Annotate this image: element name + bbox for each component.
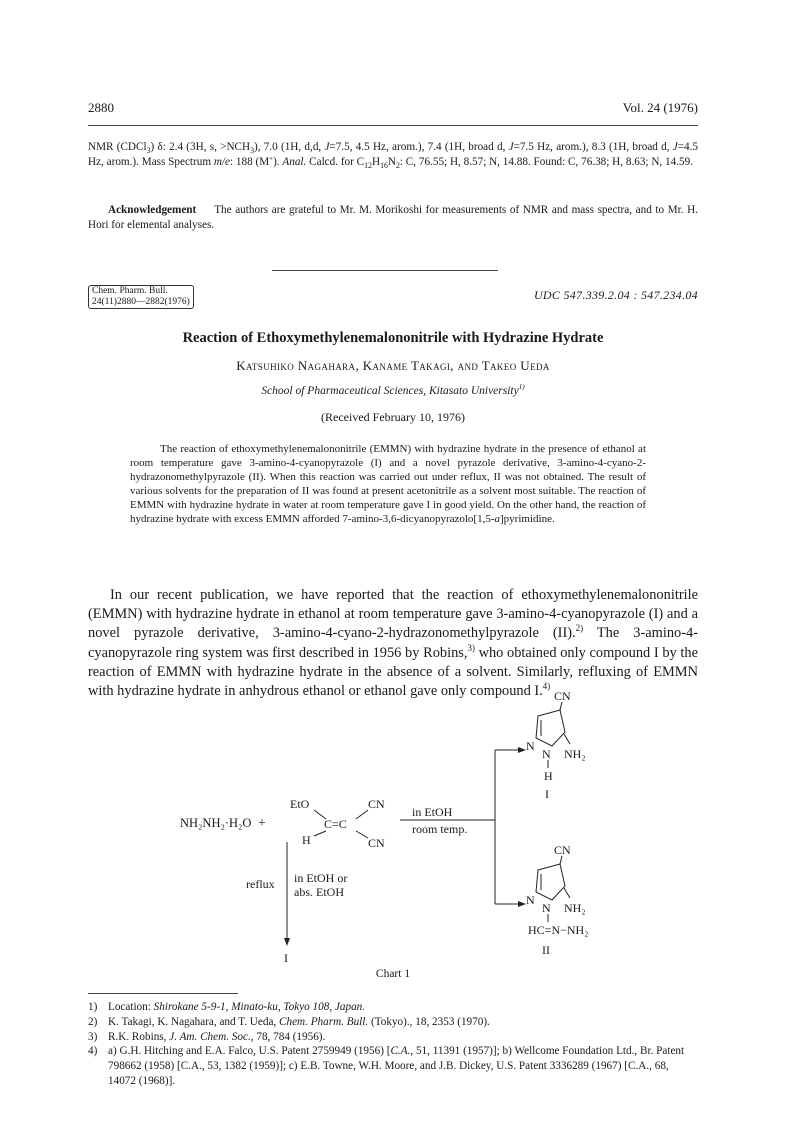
reflux-arrow [246,842,347,965]
svg-text:C=C: C=C [324,817,347,831]
abstract: The reaction of ethoxymethylenemalononitrile (EMMN) with hydrazine hydrate in the presence of ethanol at room temperature gave 3-amino-4-cyanopyrazole (I) and a novel pyrazole derivative, 3-amino-4-cyano-2-hydrazonomethylpyrazole (II). When this reaction was carried out under reflux, II was not obtained. The result of various solvents for the preparation of II was found at present acetonitrile as a solvent most suitable. The reaction of EMMN with hydrazine hydrate in water at room temperature gave I in good yield. On the other hand, the reaction of hydrazine hydrate with excess EMMN afforded 7-amino-3,6-dicyanopyrazolo[1,5-a]pyrimidine. [130,443,646,525]
page-number: 2880 [88,100,114,115]
svg-text:abs. EtOH: abs. EtOH [294,885,344,899]
footnote-rule [88,993,238,994]
svg-text:in EtOH: in EtOH [412,805,453,819]
footnote-3: 3) R.K. Robins, J. Am. Chem. Soc., 78, 784 (1956). [88,1030,326,1043]
footnotes [88,1000,698,1089]
svg-text:EtO: EtO [290,797,310,811]
svg-text:H: H [544,769,553,783]
reaction-scheme [150,689,600,971]
svg-text:NH₂: NH₂ [564,901,586,915]
reagent-hydrazine: NH₂NH₂·H₂O [180,816,252,830]
header-rule [88,125,698,126]
reflux-product-I: I [284,951,288,965]
product-II-structure [526,843,588,957]
svg-text:H: H [302,833,311,847]
svg-text:N: N [542,747,551,761]
chart-caption: Chart 1 [375,968,411,980]
svg-text:NH₂: NH₂ [564,747,586,761]
nmr-paragraph: NMR (CDCl$_3$) δ: 2.4 (3H, s, $>NCH_3$), 7.0 (1H, d,d, J=7.5, 4.5 Hz, arom.), 7.4 (1H, broad d, J=7.5 Hz, arom.), 8.3 (1H, broad d, J=4.5 Hz, arom.). Mass Spectrum m/e: 188 (M+). Anal. Calcd. for $C_{12}H_{16}N_2$: C, 76.55; H, 8.57; N, 14.88. Found: C, 76.38; H, 8.63; N, 14.59. [88,141,699,171]
svg-text:in EtOH or: in EtOH or [294,871,348,885]
affiliation: School of Pharmaceutical Sciences, Kitasato University$^{1)}$ [261,383,525,397]
udc-code: UDC 547.339.2.04 : 547.234.04 [533,288,698,302]
svg-text:N: N [526,893,535,907]
footnote-2: 2) K. Takagi, K. Nagahara, and T. Ueda, Chem. Pharm. Bull. (Tokyo)., 18, 2353 (1970). [88,1015,490,1028]
acknowledgement [88,203,698,233]
acknowledgement-heading: Acknowledgement [108,204,197,216]
received-date: (Received February 10, 1976) [321,410,465,424]
svg-text:CN: CN [554,843,571,857]
reaction-arrow-rt [400,747,526,907]
footnote-1: 1) Location: Shirokane 5-9-1, Minato-ku, Tokyo 108, Japan. [88,1001,366,1013]
acknowledgement-text: The authors are grateful to Mr. M. Morikoshi for measurements of NMR and mass spectra, and to Mr. H. Hori for elemental analyses. [88,204,699,231]
svg-text:N: N [542,901,551,915]
svg-text:HC=N−NH₂: HC=N−NH₂ [528,923,589,937]
svg-text:CN: CN [554,689,571,703]
volume-label: Vol. 24 (1976) [622,100,698,115]
product-I-structure [526,689,586,801]
label-I: I [545,787,549,801]
label-II: II [542,943,550,957]
section-separator [272,270,498,271]
plus-sign: + [258,816,266,831]
svg-text:CN: CN [368,836,385,850]
svg-text:N: N [526,739,535,753]
footnote-4: 4) a) G.H. Hitching and E.A. Falco, U.S. Patent 2759949 (1956) [C.A., 51, 11391 (1957)]; b) Wellcome Foundation Ltd., Br. Patent 798662 (1958) [C.A., 53, 1382 (1959)]; c) E.B. Towne, W.H. Moore, and J.B. Dickey, U.S. Patent 3336289 (1967) [C.A., 68, 14072 (1968)]. [88,1045,685,1087]
body-paragraph: In our recent publication, we have reported that the reaction of ethoxymethylenemalononitrile (EMMN) with hydrazine hydrate in ethanol at room temperature gave 3-amino-4-cyanopyrazole (I) and a novel pyrazole derivative, 3-amino-4-cyano-2-hydrazonomethylpyrazole (II).$^{2)}$ The 3-amino-4-cyanopyrazole ring system was first described in 1956 by Robins,$^{3)}$ who obtained only compound I by the reaction of EMMN with hydrazine hydrate in the absence of a solvent. Similarly, refluxing of EMMN with hydrazine hydrate in anhydrous ethanol or ethanol gave only compound I.$^{4)}$ [88,587,699,700]
svg-text:reflux: reflux [246,877,275,891]
journal-citation: Chem. Pharm. Bull. 24(11)2880—2882(1976) [88,285,194,309]
svg-text:room temp.: room temp. [412,822,468,836]
article-title: Reaction of Ethoxymethylenemalononitrile with Hydrazine Hydrate [182,330,604,346]
author-list: Katsuhiko Nagahara, Kaname Takagi, and Takeo Ueda [236,358,550,373]
emmn-structure [290,797,385,850]
svg-text:CN: CN [368,797,385,811]
